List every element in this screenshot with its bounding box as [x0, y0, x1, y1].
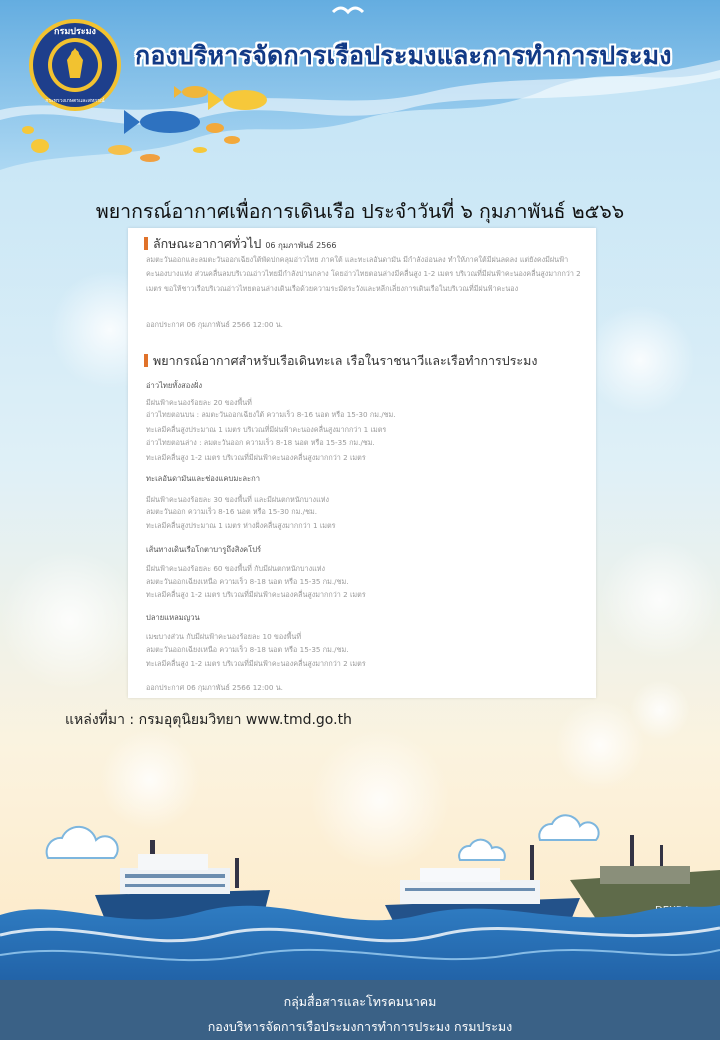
- region-line: ลมตะวันออกเฉียงเหนือ ความเร็ว 8-18 นอต หรือ 15-35 กม./ชม.: [146, 645, 349, 654]
- general-issued: ออกประกาศ 06 กุมภาพันธ์ 2566 12:00 น.: [146, 320, 283, 329]
- source-credit: แหล่งที่มา : กรมอุตุนิยมวิทยา www.tmd.go.th: [65, 712, 352, 728]
- accent-bar: [144, 354, 148, 367]
- marine-issued: ออกประกาศ 06 กุมภาพันธ์ 2566 12:00 น.: [146, 683, 283, 692]
- region-line: ทะเลมีคลื่นสูง 1-2 เมตร บริเวณที่มีฝนฟ้าคะนองคลื่นสูงมากกว่า 2 เมตร: [146, 453, 366, 462]
- region-line: ทะเลมีคลื่นสูงประมาณ 1 เมตร ห่างฝั่งคลื่นสูงมากกว่า 1 เมตร: [146, 521, 336, 530]
- region-line: ทะเลมีคลื่นสูง 1-2 เมตร บริเวณที่มีฝนฟ้าคะนองคลื่นสูงมากกว่า 2 เมตร: [146, 659, 366, 668]
- region-line: ลมตะวันออก ความเร็ว 8-16 นอต หรือ 15-30 กม./ชม.: [146, 507, 317, 516]
- general-body: ลมตะวันออกและลมตะวันออกเฉียงใต้พัดปกคลุมอ่าวไทย ภาคใต้ และทะเลอันดามัน มีกำลังอ่อนลง ทำให้ภาคใต้มีฝนลดลง แต่ยังคงมีฝนฟ้าคะนองบางแห่ง ส่วนคลื่นลมบริเวณอ่าวไทยมีกำลังปานกลาง โดยอ่าวไทยตอนล่างมีคลื่นสูง 1-2 เมตร บริเวณที่มีฝนฟ้าคะนองคลื่นสูงมากกว่า 2 เมตร ขอให้ชาวเรือบริเวณอ่าวไทยตอนล่างเดินเรือด้วยความระมัดระวังและหลีกเลี่ยงการเดินเรือในบริเวณที่มีฝนฟ้าคะนอง: [146, 255, 581, 293]
- region-line: อ่าวไทยตอนล่าง : ลมตะวันออก ความเร็ว 8-18 นอต หรือ 15-35 กม./ชม.: [146, 438, 375, 447]
- accent-bar: [144, 237, 148, 250]
- document-title: พยากรณ์อากาศเพื่อการเดินเรือ ประจำวันที่ ๖ กุมภาพันธ์ ๒๕๖๖: [95, 200, 625, 223]
- general-heading-text: ลักษณะอากาศทั่วไป: [153, 236, 262, 251]
- header-title: กองบริหารจัดการเรือประมงและการทำการประมง: [135, 41, 672, 70]
- region-line: ลมตะวันออกเฉียงเหนือ ความเร็ว 8-18 นอต หรือ 15-35 กม./ชม.: [146, 577, 349, 586]
- forecast-card: [128, 228, 596, 698]
- marine-heading-text: พยากรณ์อากาศสำหรับเรือเดินทะเล เรือในราชนาวีและเรือทำการประมง: [153, 353, 538, 368]
- region-line: มีฝนฟ้าคะนองร้อยละ 60 ของพื้นที่ กับมีฝนตกหนักบางแห่ง: [146, 564, 325, 573]
- region-name: ปลายแหลมญวน: [146, 613, 200, 622]
- region-line: มีฝนฟ้าคะนองร้อยละ 30 ของพื้นที่ และมีฝนตกหนักบางแห่ง: [146, 495, 329, 504]
- footer-line-2: กองบริหารจัดการเรือประมงการทำการประมง กรมประมง: [207, 1019, 513, 1034]
- department-logo: [28, 18, 122, 112]
- region-name: อ่าวไทยทั้งสองฝั่ง: [146, 381, 203, 390]
- region-line: เมฆบางส่วน กับมีฝนฟ้าคะนองร้อยละ 10 ของพื้นที่: [146, 632, 302, 641]
- region-name: ทะเลอันดามันและช่องแคบมะละกา: [146, 474, 260, 483]
- region-line: ทะเลมีคลื่นสูง 1-2 เมตร บริเวณที่มีฝนฟ้าคะนองคลื่นสูงมากกว่า 2 เมตร: [146, 590, 366, 599]
- marine-section-heading: [144, 351, 537, 371]
- region-name: เส้นทางเดินเรือโกตาบารูถึงสิงคโปร์: [146, 545, 262, 554]
- footer-line-1: กลุ่มสื่อสารและโทรคมนาคม: [283, 994, 437, 1009]
- region-line: ทะเลมีคลื่นสูงประมาณ 1 เมตร บริเวณที่มีฝนฟ้าคะนองคลื่นสูงมากกว่า 1 เมตร: [146, 425, 387, 434]
- general-date: 06 กุมภาพันธ์ 2566: [265, 241, 337, 250]
- general-section-heading: [144, 234, 336, 254]
- logo-text: กรมประมง: [54, 27, 96, 37]
- region-line: มีฝนฟ้าคะนองร้อยละ 20 ของพื้นที่: [146, 398, 252, 407]
- region-line: อ่าวไทยตอนบน : ลมตะวันออกเฉียงใต้ ความเร็ว 8-16 นอต หรือ 15-30 กม./ชม.: [146, 410, 396, 419]
- logo-subtext: กระทรวงเกษตรและสหกรณ์: [45, 98, 105, 104]
